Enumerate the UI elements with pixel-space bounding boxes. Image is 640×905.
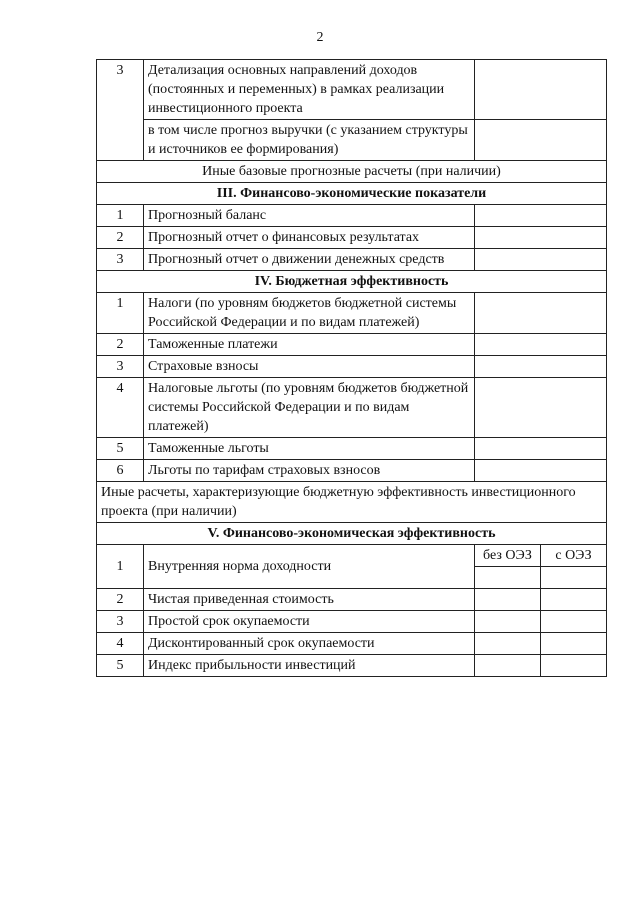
row-number: 3 xyxy=(97,60,144,161)
row-number: 2 xyxy=(97,334,144,356)
value-cell xyxy=(475,227,607,249)
other-budget-calculations: Иные расчеты, характеризующие бюджетную эффективность инвестиционного проекта (при наличии) xyxy=(97,482,607,523)
value-cell xyxy=(475,611,541,633)
value-cell xyxy=(475,460,607,482)
value-cell xyxy=(475,120,607,161)
value-cell xyxy=(475,633,541,655)
row-text: Таможенные платежи xyxy=(144,334,475,356)
section-header-row xyxy=(97,183,607,205)
table-row xyxy=(97,655,607,677)
table-row xyxy=(97,60,607,120)
page-number: 2 xyxy=(316,30,324,45)
row-number: 2 xyxy=(97,589,144,611)
value-cell xyxy=(475,589,541,611)
table-row xyxy=(97,161,607,183)
row-number: 1 xyxy=(97,205,144,227)
row-number: 5 xyxy=(97,655,144,677)
row-number: 4 xyxy=(97,378,144,438)
value-cell xyxy=(475,655,541,677)
value-cell xyxy=(541,567,607,589)
section-5-title: V. Финансово-экономическая эффективность xyxy=(97,523,607,545)
row-text: Детализация основных направлений доходов (постоянных и переменных) в рамках реализации инвестиционного проекта xyxy=(144,60,475,120)
row-text: Налоговые льготы (по уровням бюджетов бюджетной системы Российской Федерации и по видам платежей) xyxy=(144,378,475,438)
row-number: 6 xyxy=(97,460,144,482)
table-row xyxy=(97,293,607,334)
row-text: Чистая приведенная стоимость xyxy=(144,589,475,611)
table-row xyxy=(97,633,607,655)
row-text: Прогнозный отчет о движении денежных средств xyxy=(144,249,475,271)
value-cell xyxy=(475,334,607,356)
value-cell xyxy=(475,205,607,227)
indicators-table xyxy=(96,59,607,677)
row-text: Дисконтированный срок окупаемости xyxy=(144,633,475,655)
value-cell xyxy=(475,567,541,589)
row-text: Индекс прибыльности инвестиций xyxy=(144,655,475,677)
value-cell xyxy=(475,293,607,334)
row-text: Внутренняя норма доходности xyxy=(144,545,475,589)
table-row xyxy=(97,378,607,438)
row-text: Налоги (по уровням бюджетов бюджетной системы Российской Федерации и по видам платежей) xyxy=(144,293,475,334)
value-cell xyxy=(475,249,607,271)
table-row xyxy=(97,205,607,227)
section-header-row xyxy=(97,271,607,293)
row-text: Льготы по тарифам страховых взносов xyxy=(144,460,475,482)
value-cell xyxy=(541,633,607,655)
table-row xyxy=(97,482,607,523)
value-cell xyxy=(541,589,607,611)
table-row xyxy=(97,227,607,249)
section-3-title: III. Финансово-экономические показатели xyxy=(97,183,607,205)
row-number: 1 xyxy=(97,293,144,334)
table-row xyxy=(97,589,607,611)
column-header-with-sez: с ОЭЗ xyxy=(541,545,607,567)
table-row xyxy=(97,460,607,482)
row-text: Страховые взносы xyxy=(144,356,475,378)
table-row xyxy=(97,545,607,567)
row-number: 3 xyxy=(97,249,144,271)
row-number: 3 xyxy=(97,611,144,633)
value-cell xyxy=(475,356,607,378)
row-number: 2 xyxy=(97,227,144,249)
table-row xyxy=(97,249,607,271)
row-number: 5 xyxy=(97,438,144,460)
row-text: Таможенные льготы xyxy=(144,438,475,460)
table-row xyxy=(97,438,607,460)
indicators-table-wrapper xyxy=(96,59,606,677)
value-cell xyxy=(475,378,607,438)
section-4-title: IV. Бюджетная эффективность xyxy=(97,271,607,293)
row-number: 3 xyxy=(97,356,144,378)
other-base-calculations: Иные базовые прогнозные расчеты (при наличии) xyxy=(97,161,607,183)
row-text: Простой срок окупаемости xyxy=(144,611,475,633)
row-text: Прогнозный баланс xyxy=(144,205,475,227)
column-header-without-sez: без ОЭЗ xyxy=(475,545,541,567)
value-cell xyxy=(475,438,607,460)
value-cell xyxy=(541,611,607,633)
row-text: Прогнозный отчет о финансовых результатах xyxy=(144,227,475,249)
value-cell xyxy=(541,655,607,677)
table-row xyxy=(97,334,607,356)
row-subtext: в том числе прогноз выручки (с указанием структуры и источников ее формирования) xyxy=(144,120,475,161)
table-row xyxy=(97,120,607,161)
table-row xyxy=(97,356,607,378)
section-header-row xyxy=(97,523,607,545)
row-number: 1 xyxy=(97,545,144,589)
table-row xyxy=(97,611,607,633)
value-cell xyxy=(475,60,607,120)
row-number: 4 xyxy=(97,633,144,655)
